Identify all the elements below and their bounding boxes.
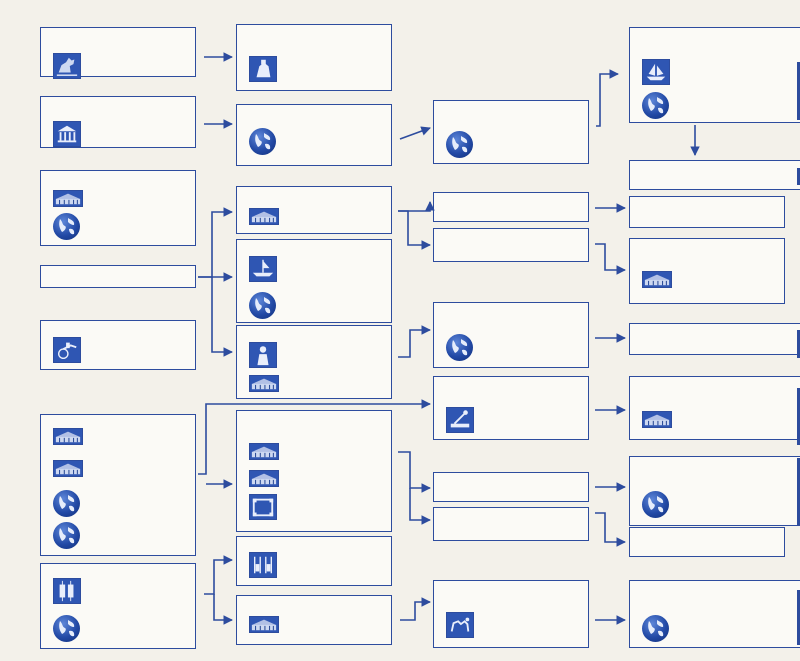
marketplace-icon <box>249 616 279 633</box>
unlock-item <box>237 342 391 372</box>
globe-icon <box>53 615 80 642</box>
globe-icon <box>53 490 80 517</box>
unlock-item <box>237 494 391 524</box>
trireme-icon <box>249 256 277 282</box>
aqueduct-icon <box>249 443 279 460</box>
caravan-icon <box>446 612 474 638</box>
node-jazda <box>40 27 196 77</box>
chariot-icon <box>53 337 81 363</box>
node-budowa <box>433 472 589 502</box>
unlock-item <box>630 59 800 89</box>
unlock-item <box>237 291 391 321</box>
globe-icon <box>642 92 669 119</box>
unlock-item <box>237 370 391 400</box>
node-garncarstwo <box>40 170 196 246</box>
unlock-item <box>434 333 588 363</box>
node-fizyka <box>629 160 800 190</box>
unlock-item <box>630 91 800 121</box>
diplomat-icon <box>249 342 277 368</box>
colosseum-icon <box>249 470 279 487</box>
unlock-item <box>237 256 391 286</box>
unlock-item <box>41 455 195 485</box>
node-obrzadki <box>40 96 196 148</box>
node-kolo <box>40 320 196 370</box>
unlock-item <box>434 612 588 642</box>
unlock-item <box>237 56 391 86</box>
unlock-item <box>237 552 391 582</box>
globe-icon <box>446 334 473 361</box>
node-konstrukcja <box>236 410 392 532</box>
globe-icon <box>642 615 669 642</box>
node-republika <box>433 228 589 262</box>
unlock-item <box>630 614 800 644</box>
legion-icon <box>249 552 277 578</box>
unlock-item <box>630 266 784 296</box>
unlock-item <box>237 203 391 233</box>
globe-icon <box>249 292 276 319</box>
unlock-item <box>237 438 391 468</box>
unlock-item <box>41 489 195 519</box>
node-kartografia <box>236 239 392 323</box>
unlock-item <box>41 185 195 215</box>
globe-icon <box>249 128 276 155</box>
unlock-item <box>41 423 195 453</box>
node-alfabet <box>40 265 196 288</box>
node-braz <box>40 563 196 649</box>
node-matematyka <box>433 376 589 440</box>
bank-icon <box>642 271 672 288</box>
cavalry-icon <box>53 53 81 79</box>
catapult-icon <box>446 407 474 433</box>
node-zelazo <box>236 536 392 586</box>
node-nawigacja <box>629 27 800 123</box>
node-pismo <box>236 325 392 399</box>
node-kodeksR <box>236 24 392 91</box>
unlock-item <box>237 611 391 641</box>
unlock-item <box>630 406 800 436</box>
node-feudalizm <box>629 196 785 228</box>
unlock-item <box>41 337 195 367</box>
globe-icon <box>53 522 80 549</box>
node-astronomia <box>433 100 589 164</box>
node-murarstwo <box>40 414 196 556</box>
university-icon <box>642 411 672 428</box>
unlock-item <box>237 465 391 495</box>
unlock-item <box>434 130 588 160</box>
knights-icon <box>249 56 277 82</box>
phalanx-icon <box>53 578 81 604</box>
palace-icon <box>53 428 83 445</box>
node-pieniadz <box>236 595 392 645</box>
unlock-item <box>434 407 588 437</box>
unlock-item <box>41 578 195 608</box>
node-inwencja <box>629 527 785 557</box>
node-handel <box>433 580 589 648</box>
unlock-item <box>41 614 195 644</box>
fortress-icon <box>249 494 277 520</box>
unlock-item <box>237 127 391 157</box>
courthouse-icon <box>249 208 279 225</box>
node-monarchia <box>433 192 589 222</box>
unlock-item <box>41 121 195 151</box>
unlock-item <box>41 53 195 83</box>
globe-icon <box>53 213 80 240</box>
globe-icon <box>642 491 669 518</box>
unlock-item <box>41 521 195 551</box>
node-bankowosc <box>629 238 785 304</box>
node-uniwersytet <box>629 376 800 440</box>
unlock-item <box>630 490 800 520</box>
node-literatura <box>433 302 589 368</box>
library-icon <box>249 375 279 392</box>
node-kolej <box>629 456 800 526</box>
node-kodeksP <box>236 186 392 234</box>
node-inzynieria <box>433 507 589 541</box>
node-mistycyzm <box>236 104 392 166</box>
unlock-item <box>41 212 195 242</box>
globe-icon <box>446 131 473 158</box>
city-walls-icon <box>53 460 83 477</box>
node-filozofia <box>629 323 800 355</box>
granary-icon <box>53 190 83 207</box>
sail-ship-icon <box>642 59 670 85</box>
temple-icon <box>53 121 81 147</box>
node-medycyna <box>629 580 800 648</box>
